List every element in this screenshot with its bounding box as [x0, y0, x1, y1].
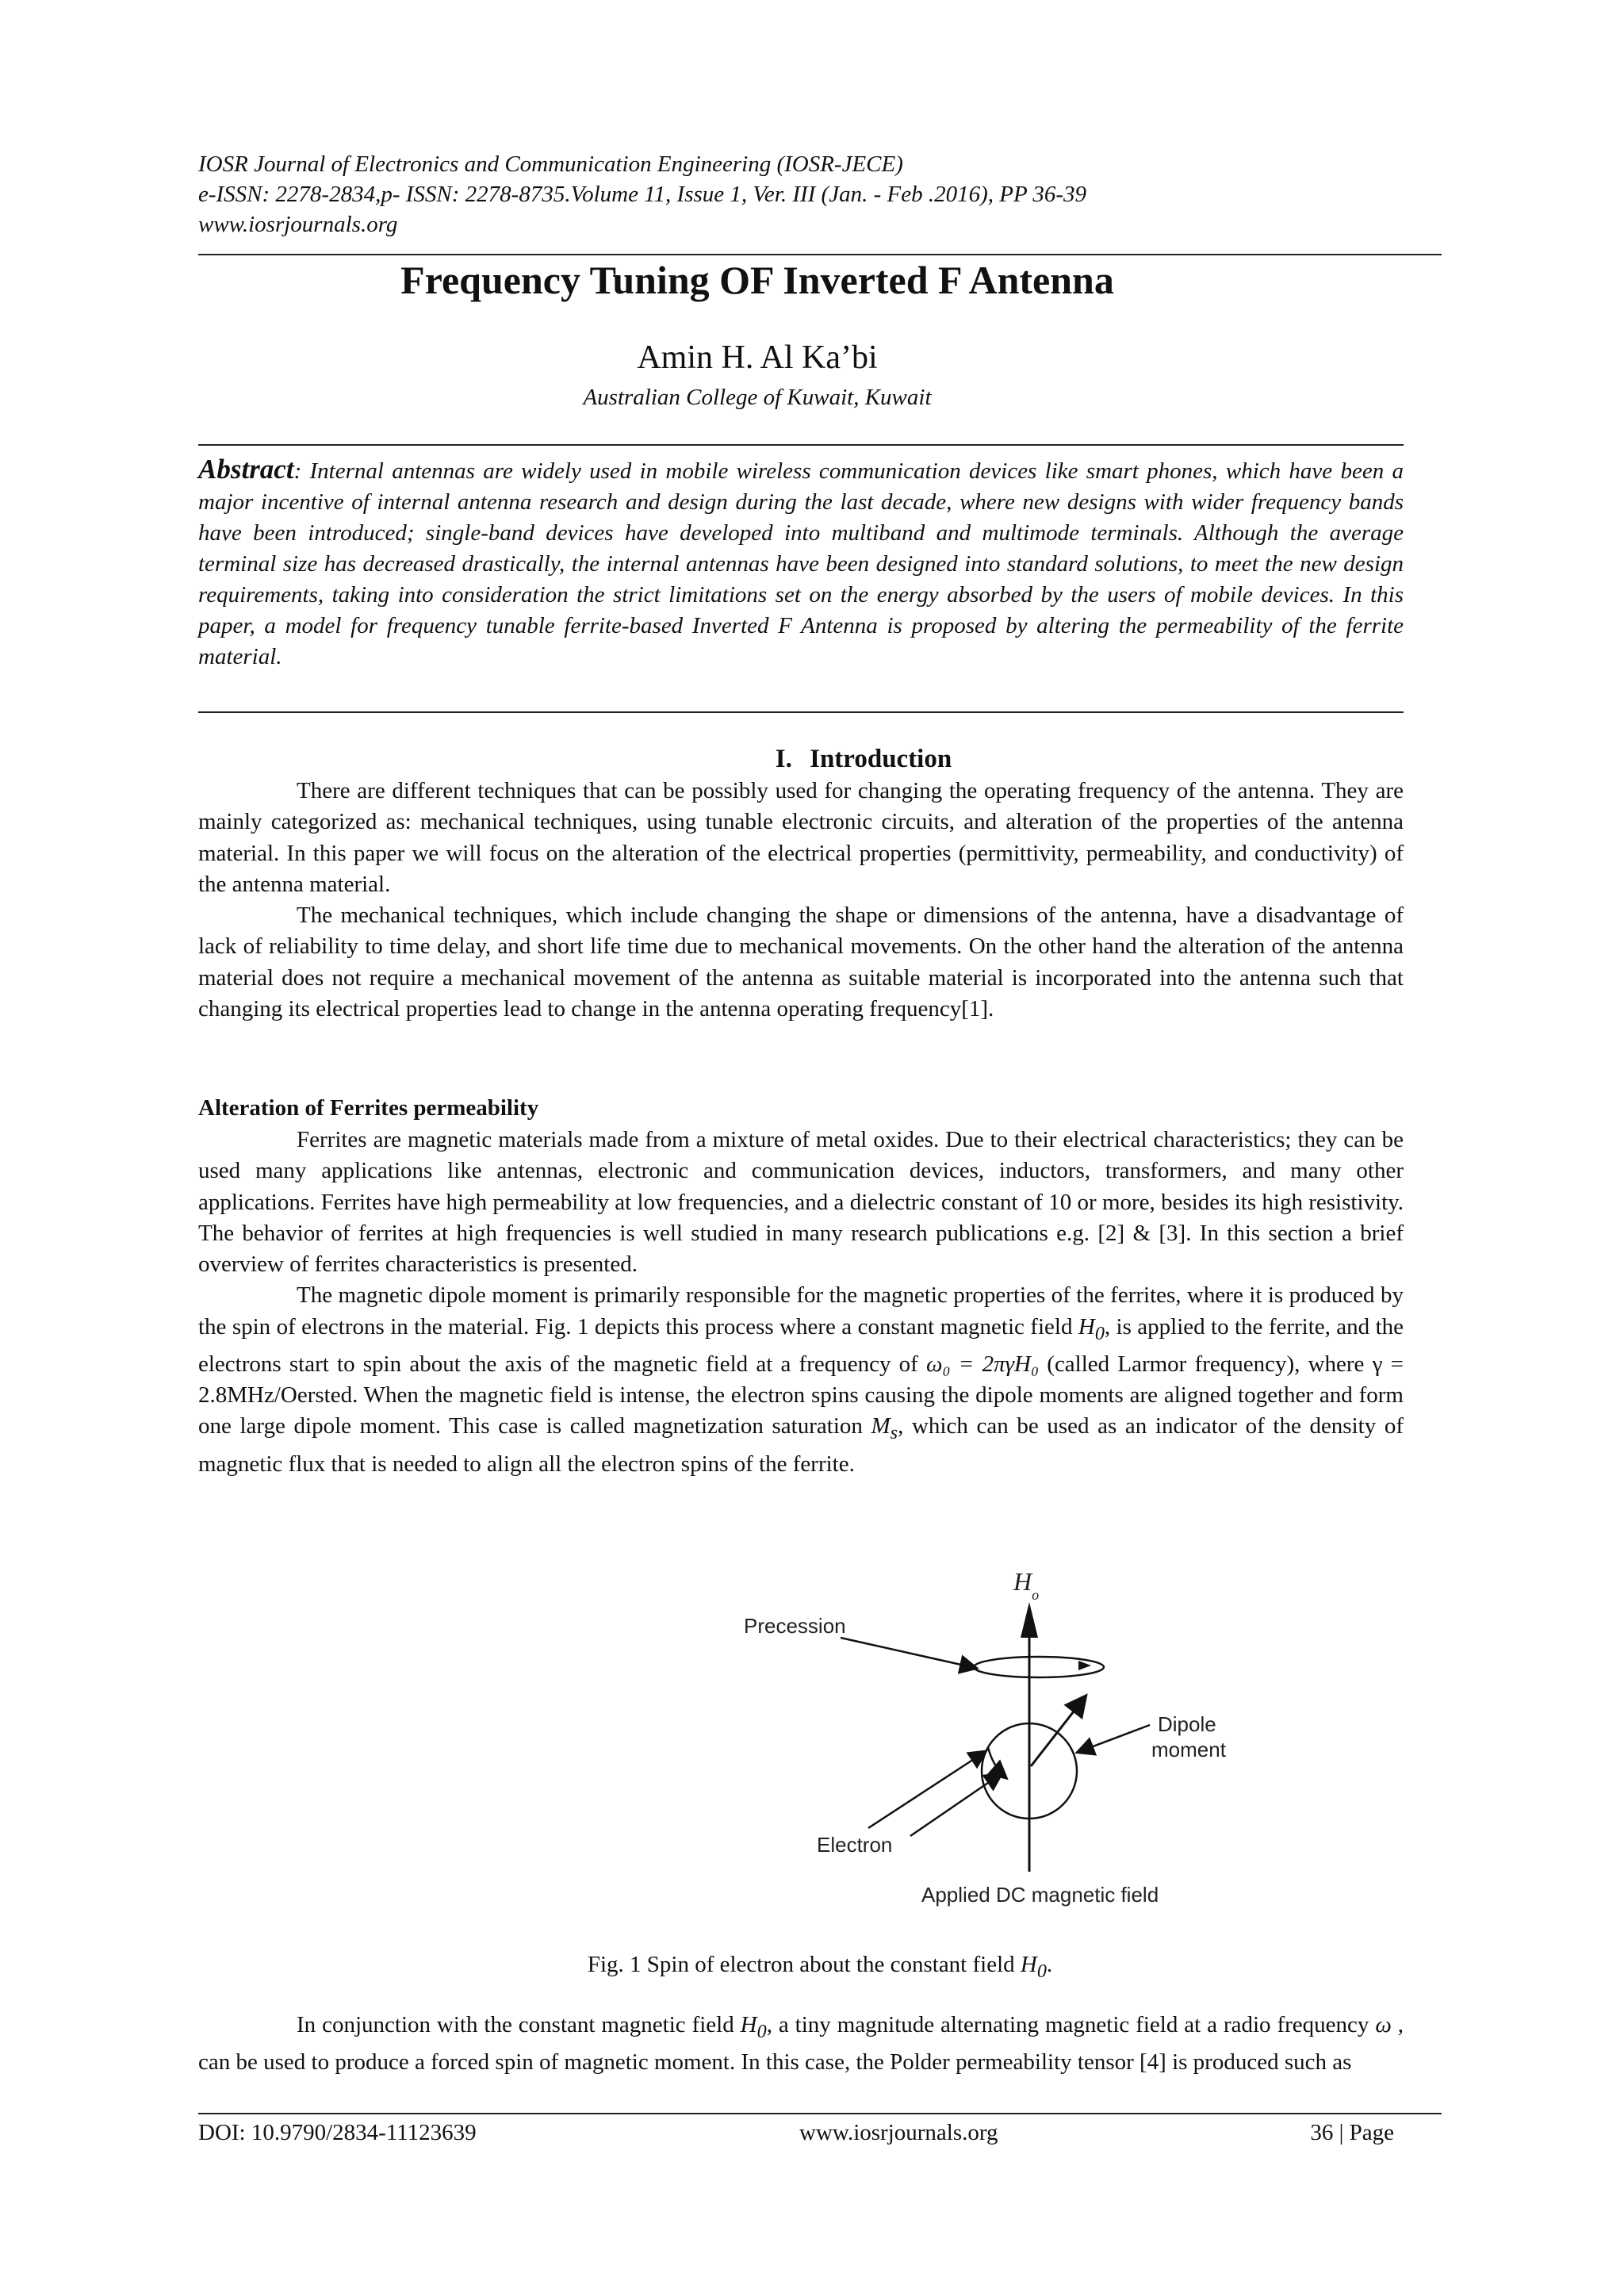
dipole-label-1: Dipole: [1158, 1712, 1216, 1736]
issn-line: e-ISSN: 2278-2834,p- ISSN: 2278-8735.Volume 11, Issue 1, Ver. III (Jan. - Feb .2016), PP 36-39: [198, 182, 1087, 207]
journal-name: IOSR Journal of Electronics and Communication Engineering (IOSR-JECE): [198, 151, 903, 177]
intro-body: [198, 776, 1404, 1025]
ferrite-body: [198, 1125, 1404, 1480]
field-arrowhead: [1021, 1602, 1038, 1638]
after-figure-body: [198, 2010, 1404, 2078]
footer-page-number: 36 | Page: [1310, 2120, 1394, 2145]
section-heading: [198, 742, 1442, 776]
figure-caption: Fig. 1 Spin of electron about the constant field $H_0$.: [587, 1952, 1053, 1982]
abstract: [198, 454, 1404, 673]
author-affiliation: Australian College of Kuwait, Kuwait: [583, 385, 932, 410]
abstract-text: : Internal antennas are widely used in mobile wireless communication devices like smart phones, which have been a major incentive of internal antenna research and design during the last decade, where new designs with wider frequency bands have been introduced; single-band devices have developed into multiband and multimode terminals. Although the average terminal size has decreased drastically, the internal antennas have been designed into standard solutions, to meet the new design requirements, taking into consideration the strict limitations set on the energy absorbed by the users of mobile devices. In this paper, a model for frequency tunable ferrite-based Inverted F Antenna is proposed by altering the permeability of the ferrite material.: [198, 458, 1404, 669]
intro-paragraph-1: There are different techniques that can be possibly used for changing the operating frequency of the antenna. They are mainly categorized as: mechanical techniques, using tunable electronic circuits, and alteration of the properties of the antenna material. In this paper we will focus on the alteration of the electrical properties (permittivity, permeability, and conductivity) of the antenna material.: [198, 778, 1404, 897]
h0-symbol: $H_0$: [1078, 1313, 1105, 1344]
intro-paragraph-2: The mechanical techniques, which include changing the shape or dimensions of the antenna, have a disadvantage of lack of reliability to time delay, and short life time due to mechanical movements. On the other hand the alteration of the antenna material does not require a mechanical movement of the antenna as suitable material is incorporated into the antenna such that changing its electrical properties lead to change in the antenna operating frequency[1].: [198, 903, 1404, 1022]
abstract-label: Abstract: [198, 454, 294, 485]
figure-electron-spin: [706, 1558, 1261, 1915]
footer-doi: DOI: 10.9790/2834-11123639: [198, 2120, 477, 2145]
section-title: Introduction: [810, 745, 952, 773]
gamma-value: γ = 2.8MHz/Oersted: [198, 1351, 1404, 1409]
dipole-label-2: moment: [1151, 1738, 1226, 1761]
electron-label: Electron: [817, 1833, 893, 1857]
ms-symbol: $M_s$: [871, 1413, 898, 1444]
paper-title: Frequency Tuning OF Inverted F Antenna: [400, 258, 1114, 302]
footer-website[interactable]: www.iosrjournals.org: [799, 2120, 998, 2145]
precession-label: Precession: [744, 1614, 846, 1638]
after-figure-paragraph: In conjunction with the constant magnetic field $H_0$, a tiny magnitude alternating magnetic field at a radio frequency ω , can be used to produce a forced spin of magnetic moment. In this case, the Polder permeability tensor [4] is produced such as: [198, 2012, 1404, 2076]
journal-header: [198, 149, 1442, 240]
ferrite-paragraph-2: The magnetic dipole moment is primarily responsible for the magnetic properties of the ferrites, where it is produced by the spin of electrons in the material. Fig. 1 depicts this process where a constant magnetic field $H_0$, is applied to the ferrite, and the electrons start to spin about the axis of the magnetic field at a frequency of ω₀ = 2πγH₀ (called Larmor frequency), where γ = 2.8MHz/Oersted. When the magnetic field is intense, the electron spins causing the dipole moments are aligned together and form one large dipole moment. This case is called magnetization saturation $M_s$, which can be used as an indicator of the density of magnetic flux that is needed to align all the electron spins of the ferrite.: [198, 1282, 1404, 1477]
section-number: I.: [775, 745, 792, 773]
larmor-equation: ω₀ = 2πγH₀: [926, 1351, 1040, 1377]
journal-website[interactable]: www.iosrjournals.org: [198, 212, 398, 237]
subsection-title: Alteration of Ferrites permeability: [198, 1095, 539, 1121]
footer-rule: [198, 2113, 1442, 2114]
abstract-bottom-rule: [198, 711, 1404, 713]
applied-field-label: Applied DC magnetic field: [921, 1883, 1159, 1907]
ferrite-paragraph-1: Ferrites are magnetic materials made from a mixture of metal oxides. Due to their electrical characteristics; they can be used many applications like antennas, electronic and communication devices, inductors, transformers, and many other applications. Ferrites have high permeability at low frequencies, and a dielectric constant of 10 or more, besides its high resistivity. The behavior of ferrites at high frequencies is well studied in many research publications e.g. [2] & [3]. In this section a brief overview of ferrites characteristics is presented.: [198, 1127, 1404, 1278]
field-axis-label: $H_o$: [1013, 1567, 1040, 1603]
author-name: Amin H. Al Ka’bi: [637, 339, 878, 376]
abstract-top-rule: [198, 444, 1404, 446]
